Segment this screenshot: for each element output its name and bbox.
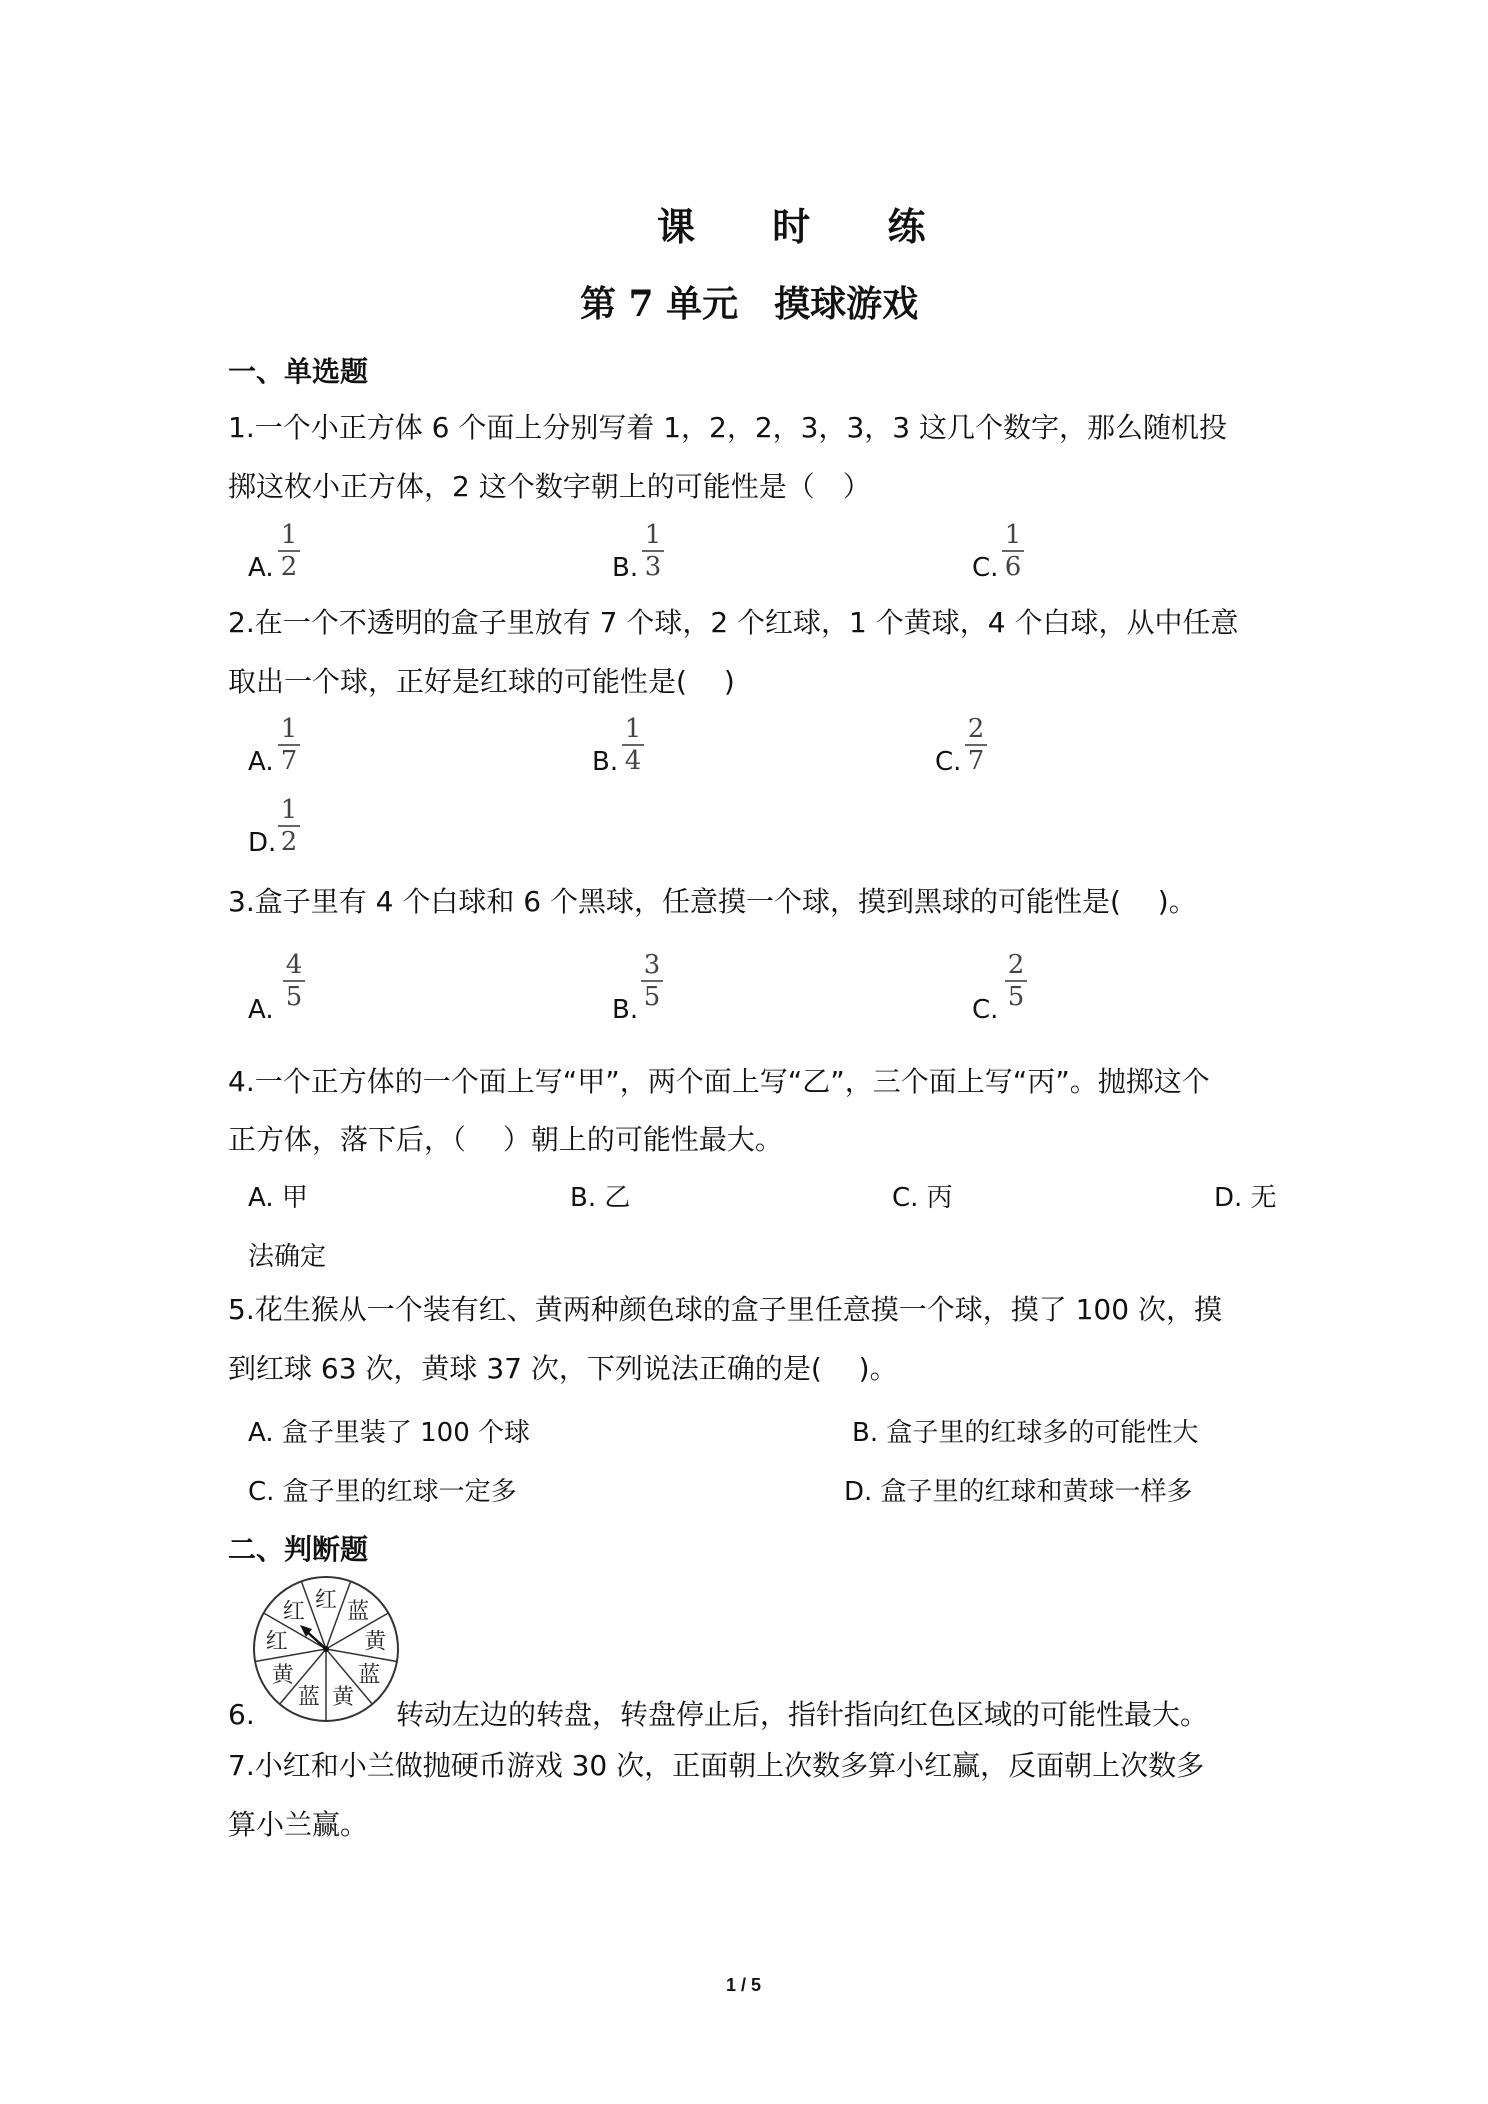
q4-option-a: A. 甲 <box>248 1183 308 1213</box>
q3-option-a-fraction <box>280 952 308 1010</box>
question-4-line-2: 正方体，落下后，（ ）朝上的可能性最大。 <box>228 1123 783 1156</box>
q2-option-d-label: D. <box>248 828 277 858</box>
q1-c-numerator: 1 <box>1004 520 1022 550</box>
q1-a-numerator: 1 <box>280 520 298 550</box>
question-7-line-1: 7.小红和小兰做抛硬币游戏 30 次，正面朝上次数多算小红赢，反面朝上次数多 <box>228 1749 1205 1782</box>
q3-c-denominator: 5 <box>1007 982 1025 1012</box>
q1-c-denominator: 6 <box>1004 552 1022 582</box>
page-title: 课 时 练 <box>657 204 958 249</box>
q1-option-c-label: C. <box>972 553 999 583</box>
q5-option-b: B. 盒子里的红球多的可能性大 <box>852 1418 1199 1448</box>
question-5-line-1: 5.花生猴从一个装有红、黄两种颜色球的盒子里任意摸一个球，摸了 100 次，摸 <box>228 1293 1222 1326</box>
q1-option-b-fraction <box>639 522 667 580</box>
section-single-choice: 一、单选题 <box>228 355 369 388</box>
q1-a-denominator: 2 <box>280 552 298 582</box>
q3-option-c-fraction <box>1002 952 1030 1010</box>
spinner-sector-label: 红 <box>265 1629 288 1655</box>
spinner-sector-label: 蓝 <box>347 1599 370 1625</box>
q4-option-d-continued: 法确定 <box>248 1242 327 1272</box>
q3-a-numerator: 4 <box>285 950 303 980</box>
question-4-line-1: 4.一个正方体的一个面上写“甲”，两个面上写“乙”，三个面上写“丙”。抛掷这个 <box>228 1065 1210 1098</box>
q3-option-c-label: C. <box>972 995 999 1025</box>
q3-b-denominator: 5 <box>643 982 661 1012</box>
q2-c-numerator: 2 <box>967 714 985 744</box>
question-2-line-2: 取出一个球，正好是红球的可能性是( ) <box>228 665 735 698</box>
spinner-hub <box>323 1646 329 1652</box>
unit-subtitle: 第 7 单元 摸球游戏 <box>580 283 919 325</box>
q2-a-denominator: 7 <box>280 746 298 776</box>
spinner-wheel-image <box>250 1573 402 1725</box>
q2-option-b-label: B. <box>592 747 619 777</box>
spinner-sector-label: 红 <box>314 1588 338 1613</box>
spinner-sector-label: 蓝 <box>297 1684 320 1710</box>
question-7-line-2: 算小兰赢。 <box>228 1808 369 1841</box>
q1-option-b-label: B. <box>612 553 639 583</box>
q3-b-numerator: 3 <box>643 950 661 980</box>
question-6-number: 6. <box>228 1698 255 1731</box>
spinner-sector-label: 蓝 <box>358 1663 381 1688</box>
question-1-line-2: 掷这枚小正方体，2 这个数字朝上的可能性是（ ） <box>228 470 871 503</box>
q2-d-numerator: 1 <box>280 795 298 825</box>
q2-d-denominator: 2 <box>280 827 298 857</box>
q2-option-a-fraction <box>275 716 303 774</box>
question-5-line-2: 到红球 63 次，黄球 37 次，下列说法正确的是( )。 <box>228 1352 898 1385</box>
page-number: 1 / 5 <box>726 1975 762 1995</box>
q2-option-a-label: A. <box>248 747 274 777</box>
q1-option-a-fraction <box>275 522 303 580</box>
q1-option-c-fraction <box>999 522 1027 580</box>
q2-c-denominator: 7 <box>967 746 985 776</box>
q1-option-a-label: A. <box>248 553 274 583</box>
question-2-line-1: 2.在一个不透明的盒子里放有 7 个球，2 个红球，1 个黄球，4 个白球，从中任意 <box>228 606 1239 639</box>
q2-option-c-label: C. <box>935 747 962 777</box>
question-3-line-1: 3.盒子里有 4 个白球和 6 个黑球，任意摸一个球，摸到黑球的可能性是( )。 <box>228 885 1197 918</box>
q3-c-numerator: 2 <box>1007 950 1025 980</box>
q4-option-d: D. 无 <box>1214 1183 1277 1213</box>
q2-option-c-fraction <box>962 716 990 774</box>
q5-option-c: C. 盒子里的红球一定多 <box>248 1477 517 1507</box>
q4-option-c: C. 丙 <box>892 1183 953 1213</box>
spinner-sector-label: 红 <box>282 1599 305 1625</box>
q1-b-denominator: 3 <box>644 552 662 582</box>
q3-option-b-label: B. <box>612 995 639 1025</box>
q2-a-numerator: 1 <box>280 714 298 744</box>
q2-b-denominator: 4 <box>624 746 642 776</box>
q2-b-numerator: 1 <box>624 714 642 744</box>
q2-option-b-fraction <box>619 716 647 774</box>
spinner-sector-label: 黄 <box>271 1663 294 1688</box>
section-true-false: 二、判断题 <box>228 1533 369 1566</box>
q3-a-denominator: 5 <box>285 982 303 1012</box>
q3-option-b-fraction <box>638 952 666 1010</box>
q4-option-b: B. 乙 <box>570 1183 631 1213</box>
spinner-sector-label: 黄 <box>332 1684 355 1710</box>
spinner-sector-label: 黄 <box>364 1629 387 1655</box>
question-6-text: 转动左边的转盘，转盘停止后，指针指向红色区域的可能性最大。 <box>396 1698 1209 1731</box>
q1-b-numerator: 1 <box>644 520 662 550</box>
q3-option-a-label: A. <box>248 995 274 1025</box>
q5-option-a: A. 盒子里装了 100 个球 <box>248 1418 531 1448</box>
q5-option-d: D. 盒子里的红球和黄球一样多 <box>844 1477 1193 1507</box>
question-1-line-1: 1.一个小正方体 6 个面上分别写着 1，2，2，3，3，3 这几个数字，那么随机投 <box>228 411 1228 444</box>
q2-option-d-fraction <box>275 797 303 855</box>
